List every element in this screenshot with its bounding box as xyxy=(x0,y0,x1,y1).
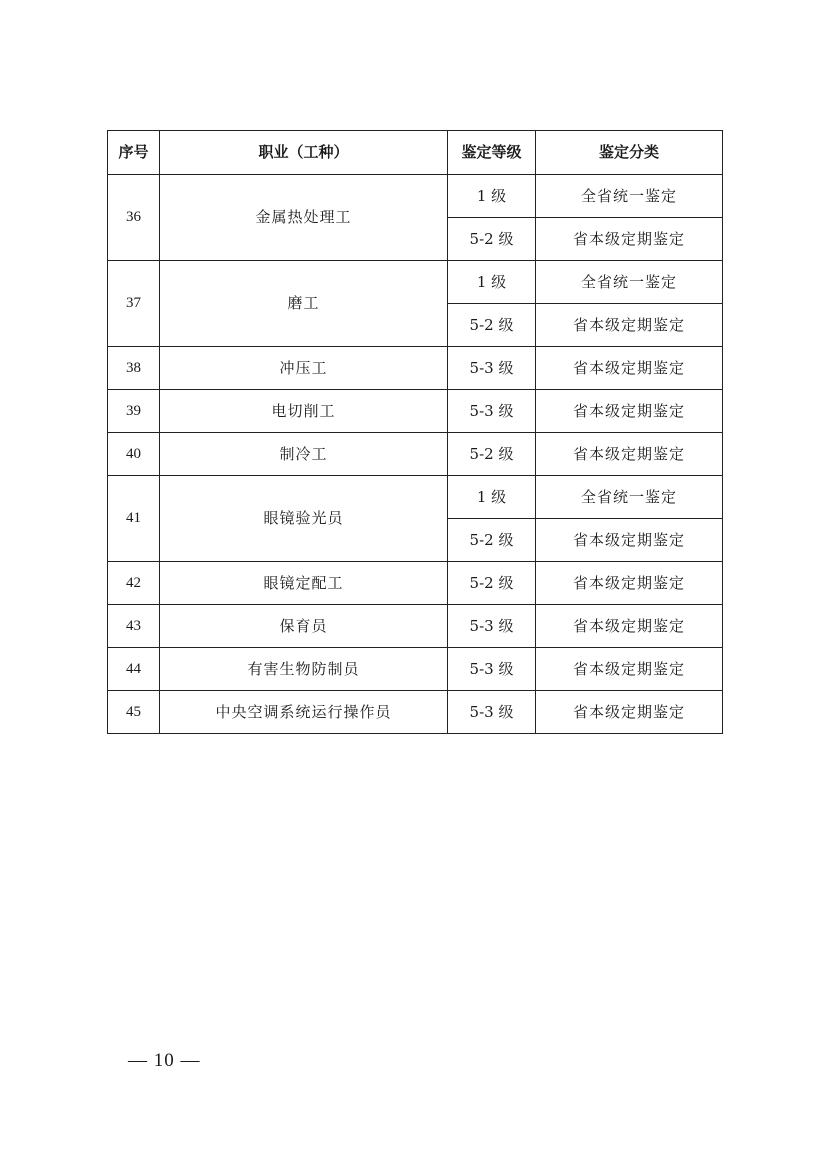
cell-level: 5-3 级 xyxy=(448,605,536,648)
table-row xyxy=(108,433,723,476)
cell-level: 5-2 级 xyxy=(448,218,536,261)
table-row xyxy=(108,562,723,605)
cell-category: 省本级定期鉴定 xyxy=(536,691,723,734)
table-body xyxy=(108,175,723,734)
cell-category: 省本级定期鉴定 xyxy=(536,648,723,691)
header-category: 鉴定分类 xyxy=(536,131,723,175)
cell-seq: 36 xyxy=(108,175,160,261)
cell-seq: 42 xyxy=(108,562,160,605)
cell-category: 省本级定期鉴定 xyxy=(536,433,723,476)
cell-occupation: 冲压工 xyxy=(160,347,448,390)
cell-category: 全省统一鉴定 xyxy=(536,175,723,218)
table-row xyxy=(108,691,723,734)
cell-level: 5-2 级 xyxy=(448,433,536,476)
cell-seq: 41 xyxy=(108,476,160,562)
cell-seq: 43 xyxy=(108,605,160,648)
cell-category: 省本级定期鉴定 xyxy=(536,519,723,562)
table-header-row xyxy=(108,131,723,175)
cell-level: 5-2 级 xyxy=(448,562,536,605)
page-number: — 10 — xyxy=(128,1050,201,1071)
cell-category: 全省统一鉴定 xyxy=(536,476,723,519)
cell-level: 1 级 xyxy=(448,476,536,519)
table-row xyxy=(108,648,723,691)
cell-category: 省本级定期鉴定 xyxy=(536,218,723,261)
cell-category: 省本级定期鉴定 xyxy=(536,605,723,648)
header-seq: 序号 xyxy=(108,131,160,175)
cell-seq: 40 xyxy=(108,433,160,476)
cell-level: 5-3 级 xyxy=(448,691,536,734)
cell-seq: 38 xyxy=(108,347,160,390)
cell-seq: 44 xyxy=(108,648,160,691)
cell-occupation: 制冷工 xyxy=(160,433,448,476)
cell-category: 省本级定期鉴定 xyxy=(536,347,723,390)
cell-occupation: 有害生物防制员 xyxy=(160,648,448,691)
table-row xyxy=(108,476,723,519)
table-row xyxy=(108,390,723,433)
table-row xyxy=(108,347,723,390)
cell-seq: 39 xyxy=(108,390,160,433)
cell-level: 5-3 级 xyxy=(448,648,536,691)
cell-level: 5-3 级 xyxy=(448,390,536,433)
cell-level: 1 级 xyxy=(448,261,536,304)
cell-category: 省本级定期鉴定 xyxy=(536,562,723,605)
cell-occupation: 磨工 xyxy=(160,261,448,347)
cell-category: 省本级定期鉴定 xyxy=(536,304,723,347)
cell-level: 1 级 xyxy=(448,175,536,218)
table-row xyxy=(108,261,723,304)
cell-occupation: 中央空调系统运行操作员 xyxy=(160,691,448,734)
cell-category: 全省统一鉴定 xyxy=(536,261,723,304)
cell-occupation: 保育员 xyxy=(160,605,448,648)
cell-occupation: 电切削工 xyxy=(160,390,448,433)
cell-seq: 45 xyxy=(108,691,160,734)
header-occupation: 职业（工种） xyxy=(160,131,448,175)
cell-seq: 37 xyxy=(108,261,160,347)
appraisal-table xyxy=(107,130,723,734)
table-row xyxy=(108,175,723,218)
header-level: 鉴定等级 xyxy=(448,131,536,175)
cell-occupation: 眼镜验光员 xyxy=(160,476,448,562)
cell-category: 省本级定期鉴定 xyxy=(536,390,723,433)
cell-level: 5-2 级 xyxy=(448,519,536,562)
table-row xyxy=(108,605,723,648)
cell-occupation: 金属热处理工 xyxy=(160,175,448,261)
cell-occupation: 眼镜定配工 xyxy=(160,562,448,605)
cell-level: 5-2 级 xyxy=(448,304,536,347)
cell-level: 5-3 级 xyxy=(448,347,536,390)
